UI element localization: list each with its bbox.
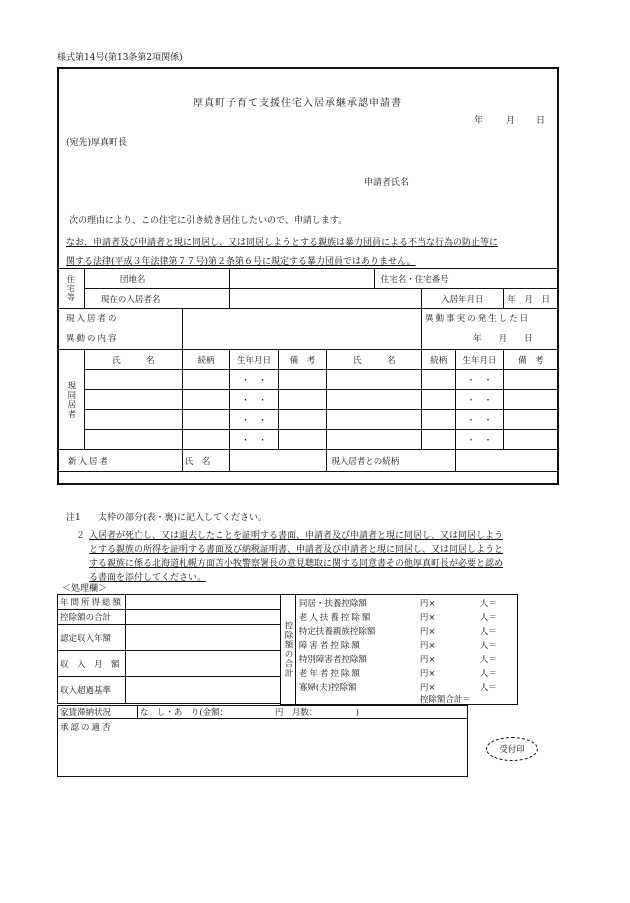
cohabitant-birthdate-field[interactable]: ・ ・ xyxy=(456,410,503,430)
deduction-yen-4: 円× xyxy=(419,641,436,651)
cohabitant-name-field[interactable] xyxy=(327,410,422,430)
processing-heading: ＜処理欄＞ xyxy=(62,584,108,594)
housing-group-label: 住宅等 xyxy=(58,269,85,309)
new-resident-name-label: 氏 名 xyxy=(182,450,229,472)
cohabitant-birthdate-field[interactable]: ・ ・ xyxy=(230,390,278,410)
note-2-number: ２ xyxy=(76,531,86,541)
cohabitant-birthdate-field[interactable]: ・ ・ xyxy=(456,370,503,390)
cohabitant-birthdate-field[interactable]: ・ ・ xyxy=(456,390,503,410)
current-resident-label: 現在の入居者名 xyxy=(84,289,229,309)
annual-income-label: 年間所得総額 xyxy=(58,595,126,610)
change-date-label: 異動事実の発生した日 xyxy=(425,314,531,324)
relation-to-resident-label: 現入居者との続柄 xyxy=(327,450,456,472)
declaration-line-2: 関する法律(平成３年法律第７７号)第２条第６号に規定する暴力団員ではありません。 xyxy=(66,257,416,267)
cohabitant-name-field[interactable] xyxy=(84,430,182,450)
cohabitant-row xyxy=(58,390,559,410)
move-in-date-label: 入居年月日 xyxy=(422,289,504,309)
deduction-label-2: 老人扶養控除額 xyxy=(298,613,373,623)
header-name-1: 氏 名 xyxy=(84,350,182,370)
deduction-label-6: 老年者控除額 xyxy=(298,669,362,679)
applicant-name-label: 申請者氏名 xyxy=(364,178,410,188)
note-2-line-1: 入居者が死亡し、又は退去したことを証明する書面、申請者及び申請者と現に同居し、又は同居しよう xyxy=(89,531,504,541)
certified-income-field[interactable] xyxy=(126,625,281,651)
monthly-income-field[interactable] xyxy=(126,651,281,677)
header-birthdate-2: 生年月日 xyxy=(456,350,503,370)
deduction-people-3: 人＝ xyxy=(479,627,497,637)
note-1-text: 太枠の部分(表・裏)に記入してください。 xyxy=(98,513,268,523)
deduction-label-7: 寡婦(夫)控除額 xyxy=(298,683,357,693)
cohabitant-remarks-field[interactable] xyxy=(278,430,326,450)
cohabitant-relation-field[interactable] xyxy=(182,370,229,390)
declaration-line-1: なお、申請者及び申請者と現に同居し、又は同居しようとする親族は暴力団員による不当な行為の防止等に xyxy=(66,238,499,248)
cohabitant-relation-field[interactable] xyxy=(182,430,229,450)
deduction-sum-field[interactable] xyxy=(126,610,281,625)
cohabitant-remarks-field[interactable] xyxy=(503,370,558,390)
cohabitant-remarks-field[interactable] xyxy=(503,410,558,430)
deduction-people-7: 人＝ xyxy=(479,683,497,693)
cohabitant-name-field[interactable] xyxy=(327,390,422,410)
note-2-line-2: とする親族の所得を証明する書面及び納税証明書、申請者及び申請者と現に同居し、又は同居しようと xyxy=(89,545,504,555)
current-resident-field[interactable] xyxy=(230,289,422,309)
approval-label: 承認の適否 xyxy=(60,723,113,733)
cohabitant-name-field[interactable] xyxy=(84,370,182,390)
complex-name-field[interactable] xyxy=(230,269,374,289)
cohabitant-remarks-field[interactable] xyxy=(278,390,326,410)
cohabitant-relation-field[interactable] xyxy=(422,430,456,450)
processing-table xyxy=(57,594,518,705)
cohabitant-remarks-field[interactable] xyxy=(503,390,558,410)
date-year: 年 xyxy=(474,116,484,126)
cohabitant-remarks-field[interactable] xyxy=(278,410,326,430)
deduction-breakdown xyxy=(295,595,517,705)
deduction-sum-label: 控除額の合計 xyxy=(58,610,126,625)
change-date-value: 年 月 日 xyxy=(473,334,533,344)
deduction-group-label: 控除額の合計 xyxy=(280,595,295,705)
cohabitant-row xyxy=(58,370,559,390)
cohabitant-row xyxy=(58,430,559,450)
house-name-number-label: 住宅名・住宅番号 xyxy=(374,269,558,289)
deduction-label-5: 特別障害者控除額 xyxy=(298,655,367,665)
deduction-yen-7: 円× xyxy=(419,683,436,693)
certified-income-label: 認定収入年額 xyxy=(58,625,126,651)
deduction-yen-6: 円× xyxy=(419,669,436,679)
deduction-label-4: 障害者控除額 xyxy=(298,641,362,651)
change-content-field[interactable] xyxy=(182,309,421,350)
receipt-stamp-label: 受付印 xyxy=(499,745,525,755)
header-remarks-2: 備 考 xyxy=(503,350,558,370)
application-statement: 次の理由により、この住宅に引き続き居住したいので、申請します。 xyxy=(69,216,348,226)
header-relation-1: 続柄 xyxy=(182,350,229,370)
cohabitants-group-label: 現同居者 xyxy=(58,350,85,450)
cohabitant-birthdate-field[interactable]: ・ ・ xyxy=(230,410,278,430)
cohabitant-birthdate-field[interactable]: ・ ・ xyxy=(456,430,503,450)
change-date-cell[interactable] xyxy=(422,309,559,350)
cohabitant-relation-field[interactable] xyxy=(422,410,456,430)
deduction-yen-5: 円× xyxy=(419,655,436,665)
move-in-date-value[interactable]: 年 月 日 xyxy=(503,289,558,309)
cohabitant-relation-field[interactable] xyxy=(422,370,456,390)
note-2-line-3: する親族に係る北海道札幌方面苫小牧警察署長の意見聴取に関する同意書その他厚真町長が必要と認め xyxy=(89,559,504,569)
receipt-stamp-oval xyxy=(486,737,538,761)
deduction-people-4: 人＝ xyxy=(479,641,497,651)
deduction-people-1: 人＝ xyxy=(479,599,497,609)
monthly-income-label: 収 入 月 額 xyxy=(58,651,126,677)
income-limit-field[interactable] xyxy=(126,677,281,704)
cohabitant-name-field[interactable] xyxy=(327,370,422,390)
rent-arrears-value[interactable]: な し・あ り(金額： 円 月数： ) xyxy=(137,706,467,719)
deduction-people-6: 人＝ xyxy=(479,669,497,679)
complex-name-label: 団地名 xyxy=(84,269,229,289)
change-label-line-1: 現入居者の xyxy=(66,314,119,324)
spacer-cell xyxy=(58,704,281,705)
note-2-line-4: る書面を添付してください。 xyxy=(89,573,207,583)
header-birthdate-1: 生年月日 xyxy=(230,350,278,370)
approval-cell[interactable] xyxy=(58,719,468,777)
deduction-total: 控除額合計＝ xyxy=(419,695,471,704)
header-relation-2: 続柄 xyxy=(422,350,456,370)
form-number: 様式第14号(第13条第2項関係) xyxy=(57,53,183,63)
annual-income-field[interactable] xyxy=(126,595,281,610)
cohabitant-birthdate-field[interactable]: ・ ・ xyxy=(230,370,278,390)
rent-arrears-label: 家賃滞納状況 xyxy=(58,706,138,719)
deduction-label-3: 特定扶養親族控除額 xyxy=(298,627,376,637)
income-limit-label: 収入超過基準 xyxy=(58,677,126,704)
deduction-yen-3: 円× xyxy=(419,627,436,637)
cohabitant-name-field[interactable] xyxy=(327,430,422,450)
deduction-people-5: 人＝ xyxy=(479,655,497,665)
cohabitant-relation-field[interactable] xyxy=(182,410,229,430)
deduction-yen-1: 円× xyxy=(419,599,436,609)
deduction-yen-2: 円× xyxy=(419,613,436,623)
cohabitant-birthdate-field[interactable]: ・ ・ xyxy=(230,430,278,450)
change-label-line-2: 異動の内容 xyxy=(66,334,119,344)
header-name-2: 氏 名 xyxy=(327,350,422,370)
cohabitant-remarks-field[interactable] xyxy=(503,430,558,450)
addressee: (宛先)厚真町長 xyxy=(66,138,128,148)
cohabitant-relation-field[interactable] xyxy=(182,390,229,410)
cohabitant-name-field[interactable] xyxy=(84,390,182,410)
cohabitant-relation-field[interactable] xyxy=(422,390,456,410)
rent-approval-table xyxy=(57,705,468,777)
deduction-people-2: 人＝ xyxy=(479,613,497,623)
cohabitant-remarks-field[interactable] xyxy=(278,370,326,390)
new-resident-name-field[interactable] xyxy=(230,450,327,472)
change-content-label xyxy=(58,309,183,350)
new-resident-label: 新入居者 xyxy=(58,450,183,472)
cohabitant-row xyxy=(58,410,559,430)
date-month: 月 xyxy=(506,116,516,126)
date-day: 日 xyxy=(536,116,546,126)
note-1-number: 注1 xyxy=(66,513,81,523)
header-remarks-1: 備 考 xyxy=(278,350,326,370)
form-title: 厚真町子育て支援住宅入居承継承認申請書 xyxy=(193,98,402,109)
cohabitant-name-field[interactable] xyxy=(84,410,182,430)
deduction-label-1: 同居・扶養控除額 xyxy=(298,599,367,609)
resident-table xyxy=(57,268,559,472)
relation-to-resident-field[interactable] xyxy=(456,450,559,472)
